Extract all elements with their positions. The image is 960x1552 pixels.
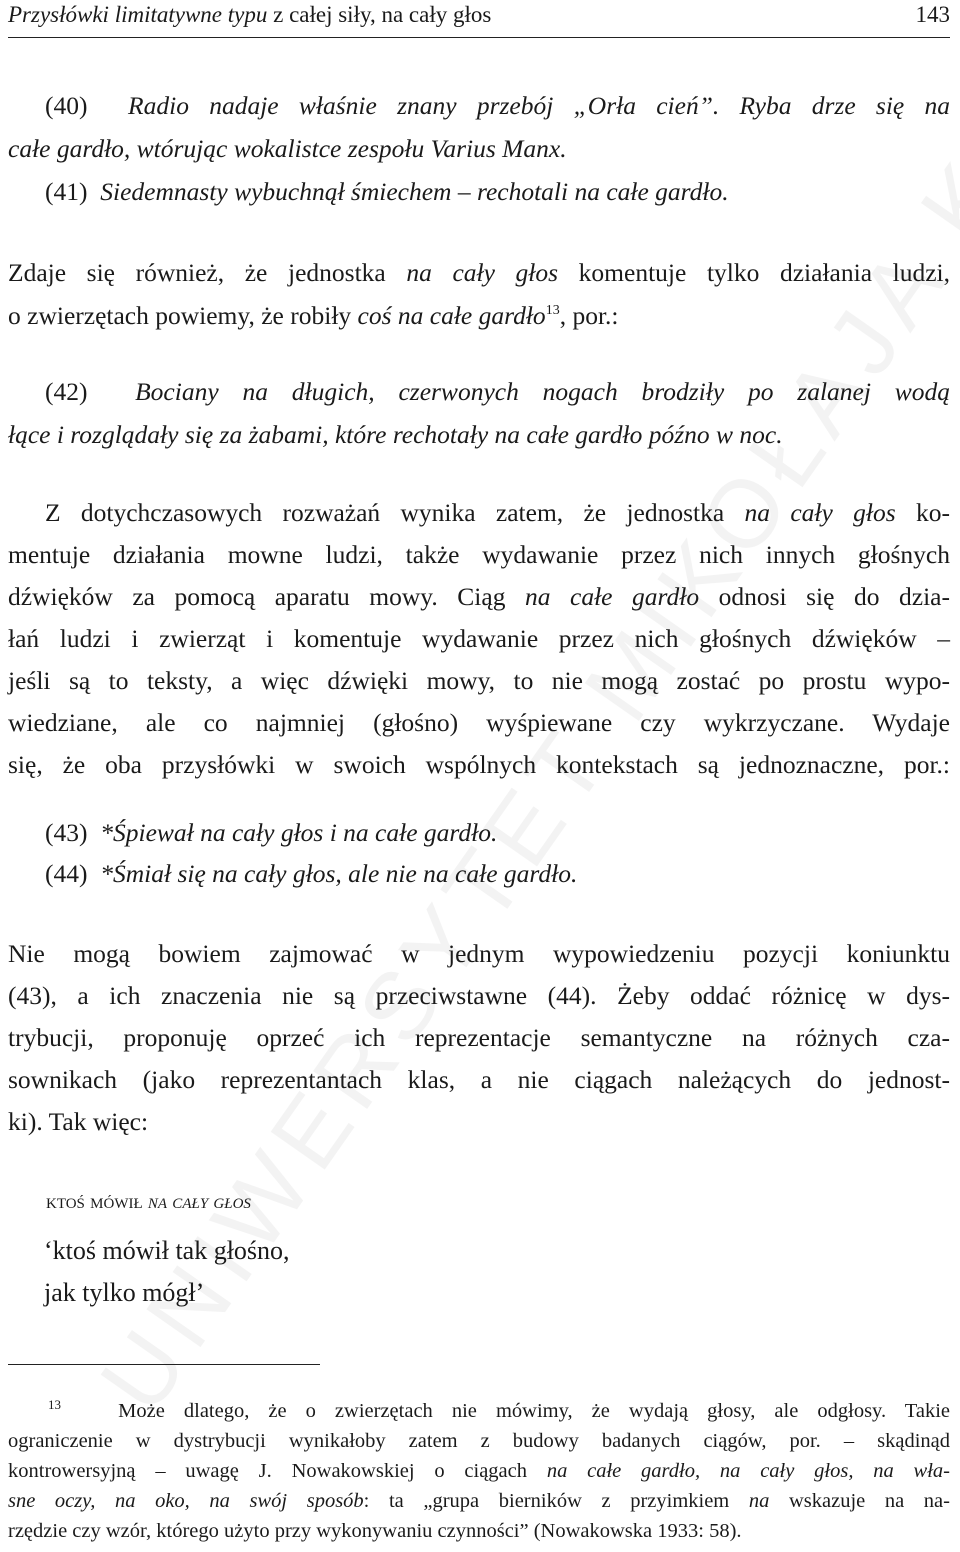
text-span: na cały głos (147, 1189, 251, 1213)
example-42 (8, 370, 950, 456)
text-span: (41) (45, 177, 88, 206)
text-span: odnosi się do dzia- (699, 582, 950, 611)
text-span: ko- (895, 498, 951, 527)
text-span: Radio nadaje właśnie znany przebój „Orła cień”. Ryba drze się na (128, 91, 950, 120)
header-rule (8, 37, 950, 38)
text-span: ‘ktoś mówił tak głośno, (44, 1236, 290, 1265)
text-span: (40) (45, 91, 88, 120)
text-line (8, 370, 950, 413)
text-span: mentuje działania mowne ludzi, także wydawanie przez nich innych głośnych (8, 540, 950, 569)
footnote-number: 13 (48, 1397, 61, 1412)
example-40 (8, 84, 950, 170)
text-span: kontrowersyjną – uwagę J. Nowakowskiej o ciągach (8, 1460, 547, 1482)
text-span: wiedziane, ale co najmniej (głośno) wyśpiewane czy wykrzyczane. Wydaje (8, 708, 950, 737)
text-line (8, 251, 950, 294)
text-span: na cały głos (744, 498, 896, 527)
text-line (8, 852, 950, 895)
text-span: łań ludzi i zwierząt i komentuje wydawanie przez nich głośnych dźwięków – (8, 624, 950, 653)
paragraph-1 (8, 251, 950, 337)
text-span: coś na całe gardło (357, 301, 546, 330)
text-span: o zwierzętach powiemy, że robiły (8, 301, 358, 330)
text-span: (42) (45, 377, 88, 406)
footnote-ref-13[interactable]: 13 (545, 303, 560, 318)
example-43 (8, 811, 950, 854)
text-line (8, 492, 950, 534)
text-line (8, 1396, 950, 1426)
text-span: Może dlatego, że o zwierzętach nie mówimy, że wydają głosy, ale odgłosy. Takie (118, 1400, 950, 1422)
text-span: ki). Tak więc: (8, 1107, 149, 1136)
paragraph-2 (8, 492, 950, 786)
text-span: (43), a ich znaczenia nie są przeciwstawne (44). Żeby oddać różnicę w dys- (8, 981, 950, 1010)
example-44 (8, 852, 950, 895)
text-span: rzędzie czy wzór, którego użyto przy wykonywaniu czynności” (Nowakowska 1933: 58). (8, 1520, 742, 1542)
text-span: jeśli są to teksty, a więc dźwięki mowy, to nie mogą zostać po prostu wypo- (8, 666, 950, 695)
text-span: całe gardło, wtórując wokalistce zespołu Varius Manx. (8, 134, 567, 163)
text-span: sne oczy, na oko, na swój sposób (8, 1490, 364, 1512)
definition-head (46, 1178, 950, 1223)
text-span: (43) (45, 818, 88, 847)
text-line (8, 127, 950, 170)
text-span: Z dotychczasowych rozważań wynika zatem, że jednostka (45, 498, 745, 527)
text-span: , por.: (559, 301, 619, 330)
text-span: wskazuje na na- (769, 1490, 950, 1512)
text-span: z całej siły, na cały głos (273, 2, 492, 27)
text-line (8, 170, 950, 213)
text-line (8, 413, 950, 456)
footnote-rule (8, 1364, 320, 1365)
text-span: ograniczenie w dystrybucji wynikałoby zatem z budowy badanych ciągów, por. – skądinąd (8, 1430, 950, 1452)
text-span: się, że oba przysłówki w swoich wspólnych kontekstach są jednoznaczne, por.: (8, 750, 950, 779)
page-number: 143 (915, 2, 950, 27)
text-line (8, 576, 950, 618)
text-span: jak tylko mógł’ (44, 1278, 205, 1307)
text-span: łące i rozglądały się za żabami, które rechotały na całe gardło późno w noc. (8, 420, 783, 449)
text-span: : ta „grupa bierników z przyimkiem (363, 1490, 749, 1512)
footnote-13 (8, 1396, 950, 1546)
text-span: sownikach (jako reprezentantach klas, a nie ciągach należących do jednost- (8, 1065, 950, 1094)
running-title (8, 2, 491, 28)
text-span: trybucji, proponuję oprzeć ich reprezentacje semantyczne na różnych cza- (8, 1023, 950, 1052)
text-span: ktoś mówił (46, 1189, 148, 1213)
text-span: na cały głos (406, 258, 559, 287)
example-41 (8, 170, 950, 213)
text-span: na całe gardło, na cały głos, na wła- (546, 1460, 950, 1482)
text-span: na (748, 1490, 770, 1512)
text-span: na całe gardło (524, 582, 700, 611)
text-line (8, 84, 950, 127)
text-span: dźwięków za pomocą aparatu mowy. Ciąg (8, 582, 525, 611)
text-span: *Śmiał się na cały głos, ale nie na całe gardło. (100, 859, 578, 888)
text-line (8, 1486, 950, 1516)
text-line (8, 294, 950, 337)
text-span: Przysłówki limitatywne typu (8, 2, 274, 27)
text-span: Siedemnasty wybuchnął śmiechem – rechotali na całe gardło. (100, 177, 729, 206)
text-span: *Śpiewał na cały głos i na całe gardło. (100, 818, 498, 847)
text-span: Bociany na długich, czerwonych nogach brodziły po zalanej wodą (135, 377, 950, 406)
text-span: Zdaje się również, że jednostka (8, 258, 407, 287)
text-line (8, 811, 950, 854)
text-span: Nie mogą bowiem zajmować w jednym wypowiedzeniu pozycji koniunktu (8, 939, 950, 968)
text-span: komentuje tylko działania ludzi, (558, 258, 950, 287)
text-span: (44) (45, 859, 88, 888)
running-header (8, 0, 950, 30)
paragraph-3 (8, 933, 950, 1143)
definition-gloss (44, 1230, 290, 1314)
text-line (8, 1456, 950, 1486)
